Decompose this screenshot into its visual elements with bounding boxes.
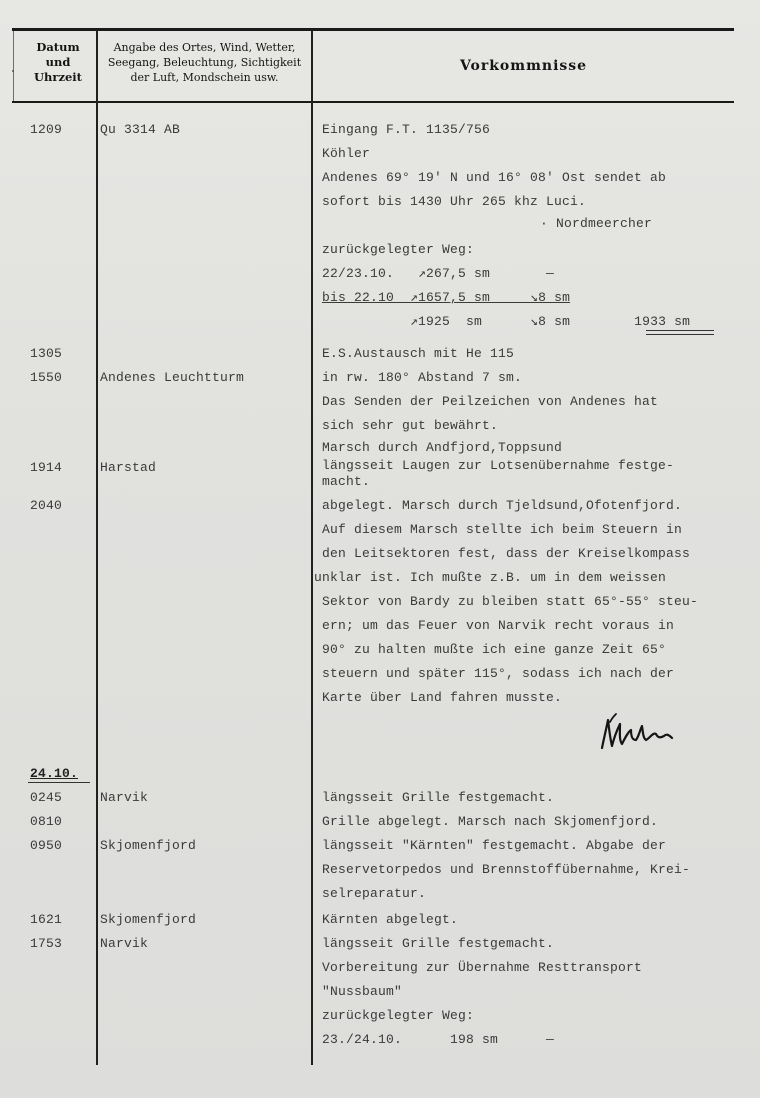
entry-line: längsseit Laugen zur Lotsenübernahme festge- — [322, 458, 675, 473]
entry-line: 90° zu halten mußte ich eine ganze Zeit 65° — [322, 642, 667, 657]
header-date-time: Datum und Uhrzeit — [34, 40, 82, 84]
entry-line: Andenes 69° 19' N und 16° 08' Ost sendet ab — [322, 170, 667, 185]
entry-line: sofort bis 1430 Uhr 265 khz Luci. — [322, 194, 587, 209]
entry-time: 0810 — [30, 814, 63, 829]
entry-line: ern; um das Feuer von Narvik recht voraus in — [322, 618, 675, 633]
entry-location: Harstad — [100, 460, 157, 475]
entry-line: ↗1925 sm ↘8 sm 1933 sm — [322, 314, 691, 329]
entry-line: Köhler — [322, 146, 371, 161]
date-heading: 24.10. — [30, 766, 79, 781]
entry-line: längsseit Grille festgemacht. — [322, 790, 555, 805]
entry-line: Eingang F.T. 1135/756 — [322, 122, 491, 137]
entry-line: den Leitsektoren fest, dass der Kreiselkompass — [322, 546, 691, 561]
entry-location: Skjomenfjord — [100, 912, 197, 927]
entry-line: Grille abgelegt. Marsch nach Skjomenfjord. — [322, 814, 659, 829]
entry-location: Narvik — [100, 790, 149, 805]
entry-time: 1753 — [30, 936, 63, 951]
entry-line: in rw. 180° Abstand 7 sm. — [322, 370, 523, 385]
entry-location: Skjomenfjord — [100, 838, 197, 853]
entry-line: unklar ist. Ich mußte z.B. um in dem weissen — [314, 570, 667, 585]
top-rule — [12, 28, 734, 31]
entry-location: Narvik — [100, 936, 149, 951]
entry-line: Vorbereitung zur Übernahme Resttransport — [322, 960, 643, 975]
entry-line: längsseit Grille festgemacht. — [322, 936, 555, 951]
column-divider-2 — [311, 30, 313, 1065]
entry-line: zurückgelegter Weg: — [322, 1008, 475, 1023]
entry-line: zurückgelegter Weg: — [322, 242, 475, 257]
entry-time: 0950 — [30, 838, 63, 853]
header-events: Vorkommnisse — [459, 58, 588, 74]
entry-line: bis 22.10 ↗1657,5 sm ↘8 sm — [322, 290, 571, 305]
entry-line: 22/23.10. ↗267,5 sm — — [322, 266, 555, 281]
entry-line: sich sehr gut bewährt. — [322, 418, 499, 433]
column-divider-1 — [96, 30, 98, 1065]
entry-time: 2040 — [30, 498, 63, 513]
entry-line: Karte über Land fahren musste. — [322, 690, 563, 705]
signature — [598, 708, 682, 754]
entry-line: Reservetorpedos und Brennstoffübernahme, Krei- — [322, 862, 691, 877]
entry-time: 1305 — [30, 346, 63, 361]
entry-line: 23./24.10. 198 sm — — [322, 1032, 555, 1047]
entry-time: 1550 — [30, 370, 63, 385]
entry-line: Kärnten abgelegt. — [322, 912, 459, 927]
entry-line: Marsch durch Andfjord,Toppsund — [322, 440, 563, 455]
entry-line: macht. — [322, 474, 371, 489]
entry-line: Auf diesem Marsch stellte ich beim Steuern in — [322, 522, 683, 537]
total-distance-underline — [646, 330, 714, 335]
entry-line: · Nordmeercher — [540, 216, 653, 231]
header-location-weather: Angabe des Ortes, Wind, Wetter, Seegang, Beleuchtung, Sichtigkeit der Luft, Mondschein usw. — [107, 41, 302, 84]
entry-location: Qu 3314 AB — [100, 122, 181, 137]
entry-line: steuern und später 115°, sodass ich nach der — [322, 666, 675, 681]
entry-line: E.S.Austausch mit He 115 — [322, 346, 515, 361]
entry-line: Sektor von Bardy zu bleiben statt 65°-55° steu- — [322, 594, 699, 609]
entry-line: "Nussbaum" — [322, 984, 403, 999]
entry-line: Das Senden der Peilzeichen von Andenes hat — [322, 394, 659, 409]
entry-time: 1209 — [30, 122, 63, 137]
left-rule — [13, 30, 14, 102]
entry-time: 1621 — [30, 912, 63, 927]
entry-line: abgelegt. Marsch durch Tjeldsund,Ofotenfjord. — [322, 498, 683, 513]
entry-location: Andenes Leuchtturm — [100, 370, 245, 385]
entry-time: 1914 — [30, 460, 63, 475]
entry-line: längsseit "Kärnten" festgemacht. Abgabe der — [322, 838, 667, 853]
entry-time: 0245 — [30, 790, 63, 805]
margin-dot — [12, 70, 14, 72]
date-underline — [28, 782, 90, 783]
entry-line: selreparatur. — [322, 886, 427, 901]
header-bottom-rule — [12, 101, 734, 103]
